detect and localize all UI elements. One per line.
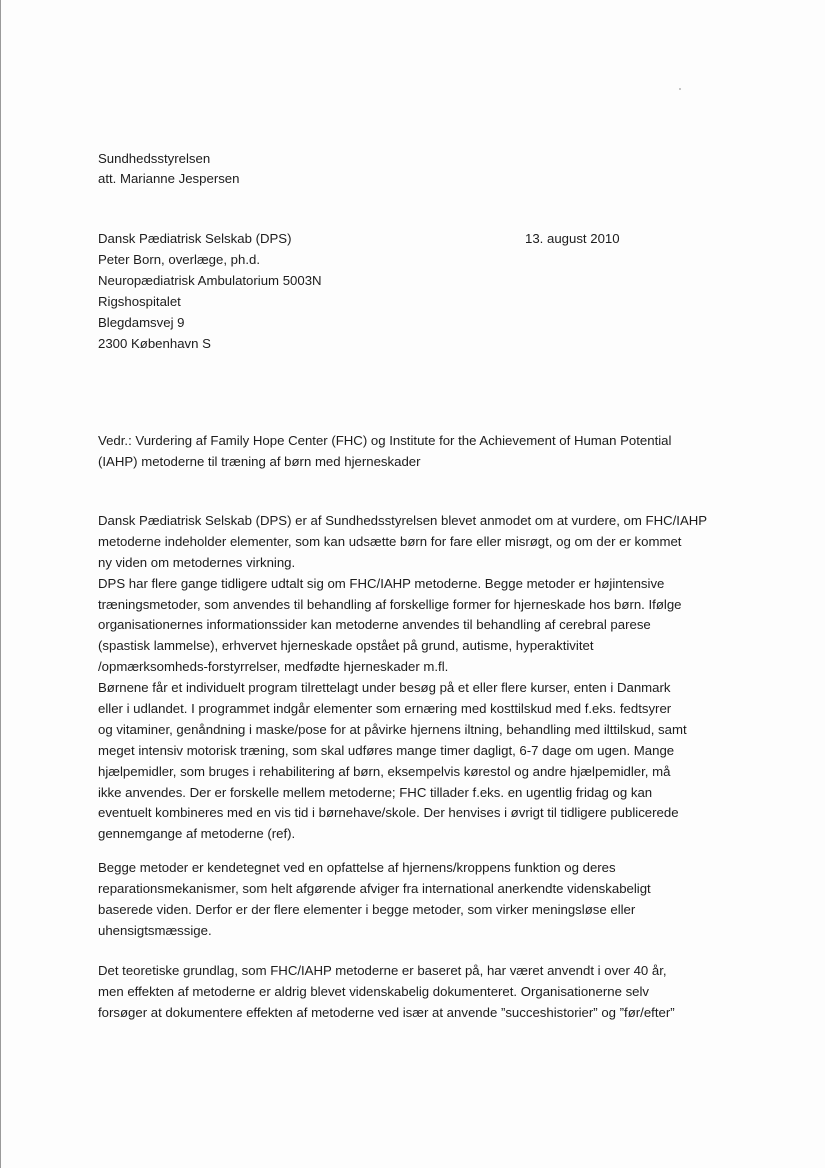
subject-line: (IAHP) metoderne til træning af børn med hjerneskader: [98, 453, 421, 469]
sender-address: [98, 231, 322, 357]
text-line: Begge metoder er kendetegnet ved en opfattelse af hjernens/kroppens funktion og deres: [98, 860, 616, 875]
text-line: Børnene får et individuelt program tilrettelagt under besøg på et eller flere kurser, enten i Danmark: [98, 680, 671, 696]
text-line: Dansk Pædiatrisk Selskab (DPS) er af Sundhedsstyrelsen blevet anmodet om at vurdere, om FHC/IAHP: [98, 513, 708, 528]
text-line: baserede viden. Derfor er der flere elementer i begge metoder, som virker meningsløse eller: [98, 901, 636, 917]
text-line: ny viden om metodernes virkning.: [98, 554, 296, 570]
text-line: (spastisk lammelse), erhvervet hjerneskade opstået på grund, autisme, hyperaktivitet: [98, 638, 594, 654]
subject-line: Vedr.: Vurdering af Family Hope Center (FHC) og Institute for the Achievement of Human Potential: [98, 433, 672, 448]
letter-date: 13. august 2010: [525, 231, 620, 246]
sender-line: 2300 København S: [98, 336, 211, 351]
text-line: reparationsmekanismer, som helt afgørende afviger fra international anerkendte videnskabeligt: [98, 880, 651, 896]
sender-line: Blegdamsvej 9: [98, 315, 185, 330]
recipient-address: [98, 151, 239, 191]
text-line: Det teoretiske grundlag, som FHC/IAHP metoderne er baseret på, har været anvendt i over 40 år,: [98, 963, 667, 978]
text-line: træningsmetoder, som anvendes til behandling af forskellige former for hjerneskade hos børn. Ifølge: [98, 596, 682, 612]
body-paragraph-2: [98, 860, 651, 944]
text-line: ikke anvendes. Der er forskelle mellem metoderne; FHC tillader f.eks. en ugentlig fridag og kan: [98, 784, 653, 800]
text-line: eventuelt kombineres med en vis tid i børnehave/skole. Der henvises i øvrigt til tidligere publicerede: [98, 805, 679, 821]
sender-line: Peter Born, overlæge, ph.d.: [98, 252, 261, 267]
text-line: metoderne indeholder elementer, som kan udsætte børn for fare eller misrøgt, og om der er kommet: [98, 533, 682, 549]
text-line: og vitaminer, genåndning i maske/pose for at påvirke hjernens iltning, behandling med ilttilskud, samt: [98, 721, 687, 737]
text-line: hjælpemidler, som bruges i rehabilitering af børn, eksempelvis kørestol og andre hjælpemidler, må: [98, 763, 671, 779]
recipient-line: Sundhedsstyrelsen: [98, 151, 211, 166]
text-line: gennemgange af metoderne (ref).: [98, 826, 296, 842]
text-line: eller i udlandet. I programmet indgår elementer som ernæring med kosttilskud med f.eks. fedtsyrer: [98, 701, 672, 717]
text-line: meget intensiv motorisk træning, som skal udføres mange timer dagligt, 6-7 dage om ugen. Mange: [98, 742, 675, 758]
sender-line: Dansk Pædiatrisk Selskab (DPS): [98, 231, 292, 246]
text-line: organisationernes informationssider kan metoderne anvendes til behandling af cerebral parese: [98, 617, 651, 633]
body-paragraph-3: [98, 963, 675, 1026]
text-line: uhensigtsmæssige.: [98, 922, 212, 938]
sender-line: Rigshospitalet: [98, 294, 181, 309]
text-line: men effekten af metoderne er aldrig blevet videnskabelig dokumenteret. Organisationerne selv: [98, 983, 650, 999]
text-line: DPS har flere gange tidligere udtalt sig om FHC/IAHP metoderne. Begge metoder er højintensive: [98, 575, 665, 591]
text-line: /opmærksomheds-forstyrrelser, medfødte hjerneskader m.fl.: [98, 659, 449, 675]
subject-heading: [98, 433, 671, 475]
text-line: forsøger at dokumentere effekten af metoderne ved især at anvende ”succeshistorier” og ”før/efter”: [98, 1004, 675, 1020]
body-paragraph-1: [98, 513, 707, 847]
sender-line: Neuropædiatrisk Ambulatorium 5003N: [98, 273, 322, 288]
scan-speck: [679, 88, 681, 90]
recipient-line: att. Marianne Jespersen: [98, 171, 240, 186]
